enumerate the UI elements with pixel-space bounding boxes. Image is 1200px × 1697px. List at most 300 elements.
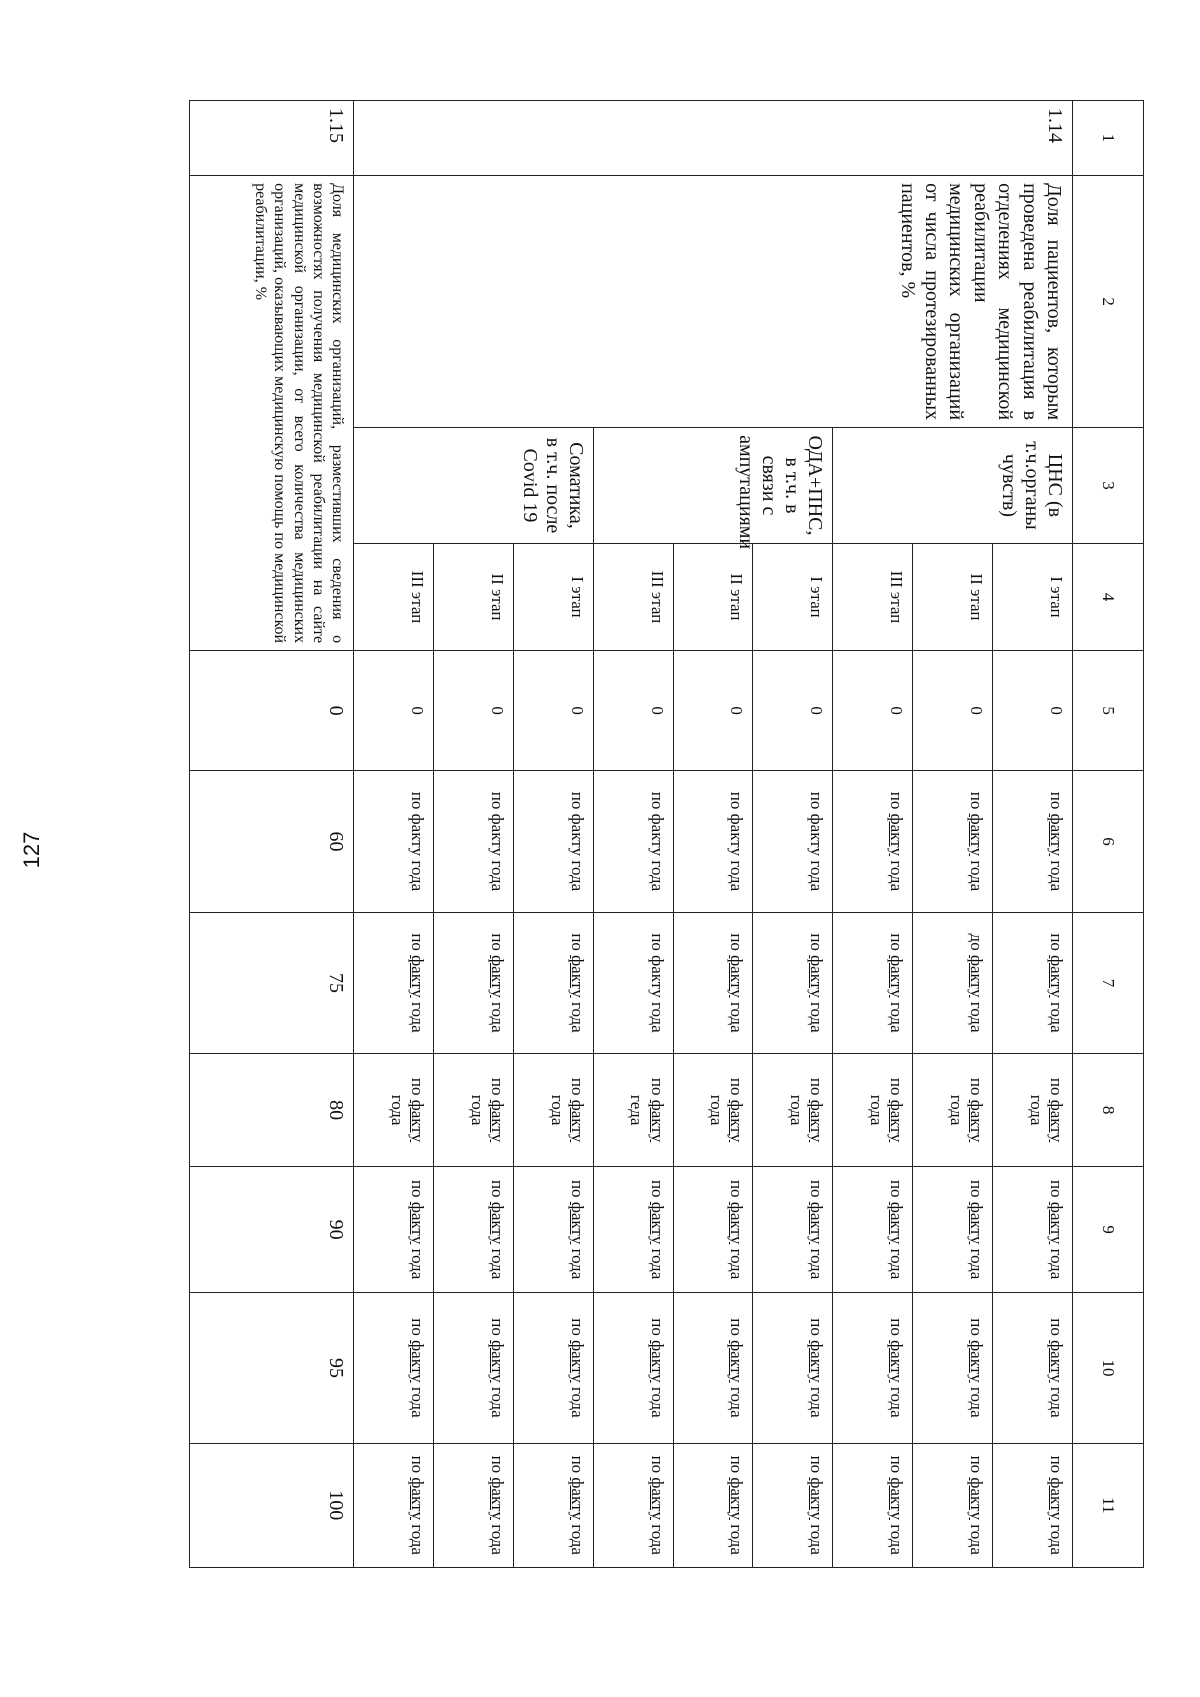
value-part: по фактy года: [647, 933, 667, 1033]
value-part: по: [887, 933, 907, 956]
value-part: фактy: [407, 955, 427, 998]
value-part: по: [1047, 791, 1066, 814]
value-part: фактy: [727, 1201, 747, 1245]
value-text: [1046, 920, 1066, 1047]
value-cell: [673, 1054, 753, 1167]
value-cell: [353, 1054, 433, 1167]
value-part: фактy: [967, 1477, 987, 1520]
value-text: [966, 1451, 986, 1560]
value-part: года: [887, 1244, 907, 1280]
value-cell: [993, 1293, 1073, 1443]
value-text: [966, 778, 986, 905]
value-text: [567, 1451, 587, 1560]
column-header: 6: [1073, 771, 1144, 913]
group-name: Соматика, в т.ч. после Covid 19: [353, 428, 593, 544]
value-cell: [993, 1054, 1073, 1167]
value-text: [806, 1174, 826, 1286]
group-name: ЦНС (в т.ч.органы чувств): [833, 428, 1073, 544]
value-part: по: [727, 933, 747, 956]
value-part: фактy: [1047, 1477, 1066, 1520]
value-cell: [913, 1443, 993, 1567]
value-text: [1046, 1174, 1066, 1286]
value-part: по: [647, 1179, 667, 1202]
value-text: [647, 778, 667, 905]
value-text: [806, 778, 826, 905]
value-part: года: [807, 1519, 827, 1555]
value-part: года: [487, 1519, 507, 1555]
value-text: [1046, 778, 1066, 905]
value-part: по: [967, 1179, 987, 1202]
column-header: 1: [1073, 101, 1144, 176]
value-part: по: [967, 791, 987, 814]
value-part: года: [727, 1244, 747, 1280]
value-text: [966, 920, 986, 1047]
value-part: по фактy года: [567, 791, 587, 892]
value-cell: 0: [433, 651, 513, 771]
value-text: [966, 1300, 986, 1435]
stage-name: I этап: [513, 543, 593, 650]
value-cell: [913, 1293, 993, 1443]
value-cell: 0: [353, 651, 433, 771]
stage-name: II этап: [673, 543, 753, 650]
value-part: гeда: [627, 1094, 647, 1126]
value-part: по: [567, 1318, 587, 1341]
value-part: по: [647, 1077, 667, 1100]
column-header: 5: [1073, 651, 1144, 771]
value-part: года: [1047, 1244, 1066, 1280]
value-cell: 0: [593, 651, 673, 771]
value-part: года: [1047, 1382, 1066, 1418]
value-part: года: [467, 1094, 487, 1126]
row-number: 1.14: [353, 101, 1072, 176]
value-cell: [513, 912, 593, 1054]
value-part: по: [567, 1455, 587, 1478]
column-header: 8: [1073, 1054, 1144, 1167]
value-cell: [673, 1293, 753, 1443]
column-header: 10: [1073, 1293, 1144, 1443]
value-text: [966, 1174, 986, 1286]
value-part: года: [567, 997, 587, 1033]
value-part: по: [647, 1318, 667, 1341]
value-cell: [593, 1054, 673, 1167]
value-part: по: [967, 1318, 987, 1341]
value-text: [467, 1061, 507, 1159]
value-text: [407, 1300, 427, 1435]
value-part: года: [487, 1244, 507, 1280]
value-part: фактy: [647, 1340, 667, 1383]
value-part: по фактy года: [647, 791, 667, 892]
value-cell: [913, 1166, 993, 1293]
value-cell: 90: [190, 1166, 354, 1293]
value-cell: 0: [753, 651, 833, 771]
value-part: по: [807, 1318, 827, 1341]
value-text: [487, 1174, 507, 1286]
value-cell: [353, 912, 433, 1054]
value-part: по: [1047, 1318, 1066, 1341]
value-part: фактy: [967, 1201, 987, 1245]
value-text: [487, 920, 507, 1047]
value-text: [647, 1451, 667, 1560]
value-part: фактy: [887, 1099, 907, 1143]
rehabilitation-indicators-table: [189, 100, 1144, 1568]
value-part: по: [887, 1455, 907, 1478]
value-text: [866, 1061, 906, 1159]
value-cell: [353, 1443, 433, 1567]
value-part: фактy: [967, 954, 987, 998]
value-cell: 75: [190, 912, 354, 1054]
value-part: фактy: [567, 1477, 587, 1520]
value-cell: [353, 1293, 433, 1443]
value-part: по: [727, 1318, 747, 1341]
value-cell: 0: [513, 651, 593, 771]
value-text: [567, 1300, 587, 1435]
value-cell: 60: [190, 771, 354, 913]
value-part: года: [407, 1382, 427, 1418]
value-part: года: [407, 997, 427, 1033]
header-row: [1073, 101, 1144, 1568]
value-cell: [513, 771, 593, 913]
value-part: года: [487, 1382, 507, 1418]
value-text: [786, 1061, 826, 1159]
value-cell: [433, 1166, 513, 1293]
value-text: [1026, 1061, 1066, 1159]
value-part: по: [807, 1179, 827, 1202]
value-text: [647, 1174, 667, 1286]
column-header: 3: [1073, 428, 1144, 544]
stage-name: III этап: [353, 543, 433, 650]
value-part: по: [487, 1318, 507, 1341]
column-header: 11: [1073, 1443, 1144, 1567]
value-part: по: [487, 1455, 507, 1478]
value-part: по фактy года: [727, 791, 747, 892]
value-part: фактy: [727, 1340, 747, 1383]
value-cell: [593, 1443, 673, 1567]
value-cell: [513, 1054, 593, 1167]
value-part: года: [647, 1244, 667, 1280]
value-part: фактy: [487, 1201, 507, 1245]
value-text: [487, 1451, 507, 1560]
value-part: по: [647, 1455, 667, 1478]
value-part: года: [967, 997, 987, 1033]
row-number: 1.15: [190, 101, 354, 176]
value-part: года: [1047, 1519, 1066, 1555]
value-part: по: [887, 1077, 907, 1100]
value-text: [886, 1174, 906, 1286]
value-part: фактy: [567, 955, 587, 998]
value-part: фактy: [887, 813, 907, 857]
value-cell: [353, 771, 433, 913]
value-text: [1046, 1451, 1066, 1560]
value-part: года: [967, 856, 987, 892]
value-part: по: [727, 1077, 747, 1100]
value-part: по: [1047, 1179, 1066, 1202]
value-part: по: [1047, 933, 1066, 956]
value-part: фактy: [967, 1099, 987, 1143]
stage-name: I этап: [753, 543, 833, 650]
value-cell: [513, 1293, 593, 1443]
value-cell: [833, 1054, 913, 1167]
value-part: года: [647, 1519, 667, 1555]
value-part: по: [967, 1077, 987, 1100]
value-text: [886, 920, 906, 1047]
value-part: года: [887, 1382, 907, 1418]
value-cell: [753, 1293, 833, 1443]
value-cell: [513, 1443, 593, 1567]
value-text: [1046, 1300, 1066, 1435]
value-cell: [913, 771, 993, 913]
value-part: года: [727, 997, 747, 1033]
value-part: фактy: [1047, 1340, 1066, 1383]
value-part: года: [967, 1382, 987, 1418]
value-cell: [833, 1293, 913, 1443]
page-number: 127: [19, 831, 44, 869]
value-part: фактy: [487, 1099, 507, 1143]
value-text: [547, 1061, 587, 1159]
value-cell: [353, 1166, 433, 1293]
value-cell: [593, 1293, 673, 1443]
value-part: фактy: [887, 955, 907, 998]
value-cell: [833, 771, 913, 913]
value-cell: [753, 1443, 833, 1567]
value-text: [806, 920, 826, 1047]
value-part: года: [967, 1244, 987, 1280]
indicator-name: Доля медицинских организаций, разместивших сведения о возможностях получения медицинской реабилитации на сайте медицинской организации, от всего количества медицинских организаций, оказывающих медицинскую помощь по медицинской реабилитации, %: [190, 176, 354, 651]
column-header: 2: [1073, 176, 1144, 428]
value-part: года: [807, 1244, 827, 1280]
value-cell: [913, 1054, 993, 1167]
value-part: фактy: [807, 1477, 827, 1520]
value-part: фактy: [487, 1477, 507, 1520]
value-part: по фактy года: [487, 791, 507, 892]
stage-name: I этап: [993, 543, 1073, 650]
value-text: [726, 1174, 746, 1286]
value-text: [647, 920, 667, 1047]
value-text: [407, 1174, 427, 1286]
value-part: года: [967, 1519, 987, 1555]
column-header: 4: [1073, 543, 1144, 650]
value-part: года: [387, 1094, 407, 1126]
value-cell: [833, 1166, 913, 1293]
value-text: [726, 1451, 746, 1560]
value-part: фактy: [1047, 813, 1066, 857]
value-text: [806, 1300, 826, 1435]
value-text: [726, 920, 746, 1047]
value-text: [886, 1451, 906, 1560]
value-part: года: [887, 997, 907, 1033]
value-part: года: [647, 1382, 667, 1418]
value-cell: [593, 912, 673, 1054]
value-part: года: [487, 997, 507, 1033]
value-cell: 0: [993, 651, 1073, 771]
value-part: года: [567, 1244, 587, 1280]
value-part: года: [707, 1094, 727, 1126]
value-part: по: [487, 933, 507, 956]
value-part: фактy: [1047, 1099, 1066, 1143]
stage-name: II этап: [433, 543, 513, 650]
value-cell: [993, 912, 1073, 1054]
value-part: года: [1026, 1094, 1046, 1126]
value-text: [567, 1174, 587, 1286]
value-cell: [993, 1166, 1073, 1293]
value-text: [387, 1061, 427, 1159]
value-part: фактy: [647, 1477, 667, 1520]
value-text: [487, 1300, 507, 1435]
value-text: [407, 920, 427, 1047]
value-part: фактy: [407, 1477, 427, 1520]
value-part: фактy: [1047, 955, 1066, 998]
value-part: фактy: [487, 1340, 507, 1383]
value-cell: 0: [673, 651, 753, 771]
column-header: 7: [1073, 912, 1144, 1054]
value-cell: [673, 1443, 753, 1567]
value-cell: [833, 912, 913, 1054]
value-part: года: [787, 1094, 807, 1126]
value-part: по: [487, 1077, 507, 1100]
value-cell: [753, 771, 833, 913]
stage-name: III этап: [833, 543, 913, 650]
value-part: по: [887, 1318, 907, 1341]
value-cell: [753, 1166, 833, 1293]
value-text: [567, 778, 587, 905]
value-part: по: [407, 1318, 427, 1341]
value-part: по: [567, 1077, 587, 1100]
value-part: года: [727, 1519, 747, 1555]
value-part: по: [727, 1179, 747, 1202]
value-text: [706, 1061, 746, 1159]
value-part: фактy: [807, 1099, 827, 1143]
value-text: [626, 1061, 666, 1159]
value-cell: 0: [190, 651, 354, 771]
value-cell: [913, 912, 993, 1054]
value-part: года: [947, 1094, 967, 1126]
value-text: [726, 778, 746, 905]
table-row: [993, 101, 1073, 1568]
value-text: [407, 1451, 427, 1560]
value-text: [407, 778, 427, 905]
value-text: [487, 778, 507, 905]
value-cell: [433, 1443, 513, 1567]
value-part: фактy: [807, 1201, 827, 1245]
value-text: [726, 1300, 746, 1435]
value-part: года: [807, 1382, 827, 1418]
value-part: фактy: [807, 955, 827, 998]
value-part: года: [567, 1519, 587, 1555]
value-part: года: [407, 1519, 427, 1555]
value-part: года: [1047, 997, 1066, 1033]
value-cell: 95: [190, 1293, 354, 1443]
value-cell: 0: [913, 651, 993, 771]
value-part: года: [887, 856, 907, 892]
stage-name: II этап: [913, 543, 993, 650]
value-part: по: [407, 1455, 427, 1478]
value-part: года: [887, 1519, 907, 1555]
indicator-name: Доля пациентов, которым проведена реабилитация в отделениях медицинской реабилитации медицинских организаций от числа протезированных пациентов, %: [353, 176, 1072, 428]
value-part: года: [407, 1244, 427, 1280]
value-part: фактy: [727, 1477, 747, 1520]
value-part: года: [1047, 856, 1066, 892]
value-part: фактy: [407, 1099, 427, 1143]
value-part: до: [967, 933, 987, 955]
value-part: года: [547, 1094, 567, 1126]
value-part: фактy: [727, 1099, 747, 1143]
value-cell: [993, 771, 1073, 913]
value-cell: [673, 912, 753, 1054]
value-part: по: [407, 1077, 427, 1100]
value-part: по: [887, 1179, 907, 1202]
value-part: по: [807, 1455, 827, 1478]
value-cell: 0: [833, 651, 913, 771]
value-part: фактy: [407, 1201, 427, 1245]
value-part: фактy: [967, 813, 987, 857]
value-part: фактy: [567, 1340, 587, 1383]
value-cell: [673, 771, 753, 913]
value-part: фактy: [567, 1201, 587, 1245]
value-part: по: [967, 1455, 987, 1478]
value-text: [567, 920, 587, 1047]
value-text: [647, 1300, 667, 1435]
value-part: по: [1047, 1455, 1066, 1478]
value-cell: [433, 1054, 513, 1167]
value-part: года: [727, 1382, 747, 1418]
value-cell: [673, 1166, 753, 1293]
value-cell: [753, 912, 833, 1054]
value-cell: [593, 1166, 673, 1293]
value-part: фактy: [967, 1340, 987, 1383]
value-part: по: [1047, 1077, 1066, 1100]
value-part: по: [487, 1179, 507, 1202]
value-part: фактy: [647, 1099, 667, 1143]
value-part: фактy: [807, 1340, 827, 1383]
value-part: года: [867, 1094, 887, 1126]
column-header: 9: [1073, 1166, 1144, 1293]
value-part: по: [887, 791, 907, 814]
value-text: [946, 1061, 986, 1159]
value-part: года: [567, 1382, 587, 1418]
value-part: по: [807, 1077, 827, 1100]
stage-name: III этап: [593, 543, 673, 650]
table-row: [190, 101, 354, 1568]
value-text: [806, 1451, 826, 1560]
value-part: года: [807, 997, 827, 1033]
value-part: по: [567, 1179, 587, 1202]
value-part: фактy: [727, 955, 747, 998]
value-part: фактy: [1047, 1201, 1066, 1245]
value-cell: [433, 1293, 513, 1443]
value-part: по фактy года: [407, 791, 427, 892]
value-cell: [593, 771, 673, 913]
value-cell: [433, 912, 513, 1054]
value-part: фактy: [407, 1340, 427, 1383]
value-part: по фактy года: [807, 791, 827, 892]
value-cell: 100: [190, 1443, 354, 1567]
value-cell: 80: [190, 1054, 354, 1167]
value-text: [886, 1300, 906, 1435]
value-part: по: [407, 933, 427, 956]
value-part: фактy: [567, 1099, 587, 1143]
group-name: ОДА+ПНС, в т.ч. в связи с ампутациями: [593, 428, 833, 544]
value-part: фактy: [887, 1201, 907, 1245]
value-text: [886, 778, 906, 905]
value-part: по: [727, 1455, 747, 1478]
value-cell: [993, 1443, 1073, 1567]
value-cell: [513, 1166, 593, 1293]
value-part: по: [407, 1179, 427, 1202]
value-part: по: [807, 933, 827, 956]
value-part: фактy: [487, 955, 507, 998]
value-part: по: [567, 933, 587, 956]
value-cell: [433, 771, 513, 913]
value-cell: [833, 1443, 913, 1567]
